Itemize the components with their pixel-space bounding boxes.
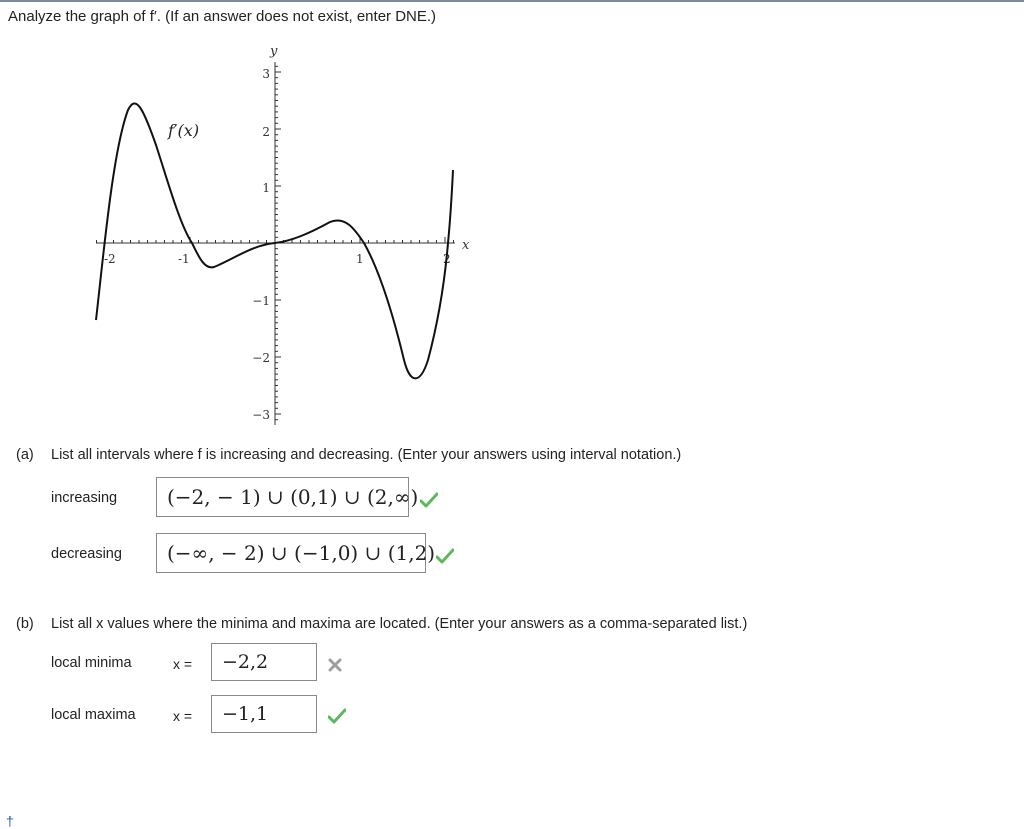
y-tick-label-1: 1 <box>262 181 270 195</box>
increasing-answer-value: (−2, − 1) ∪ (0,1) ∪ (2,∞) <box>167 485 419 509</box>
increasing-label: increasing <box>51 490 118 506</box>
minima-incorrect-x-icon <box>327 657 343 673</box>
local-minima-answer-field[interactable] <box>211 643 317 681</box>
curve-label: f′(x) <box>168 121 200 140</box>
footnote-dagger[interactable]: † <box>6 813 14 829</box>
x-tick-label-1: 1 <box>356 252 364 266</box>
y-tick-label-neg1: −1 <box>252 294 270 308</box>
y-axis-label: y <box>270 44 278 59</box>
decreasing-label: decreasing <box>51 546 122 562</box>
increasing-answer-field[interactable] <box>156 477 419 517</box>
decreasing-answer-value: (−∞, − 2) ∪ (−1,0) ∪ (1,2) <box>167 541 436 565</box>
y-tick-label-neg3: −3 <box>252 408 270 422</box>
local-maxima-answer-field[interactable] <box>211 695 317 733</box>
decreasing-answer-field[interactable] <box>156 533 436 573</box>
problem-prompt: Analyze the graph of f′. (If an answer does not exist, enter DNE.) <box>8 8 437 25</box>
y-tick-label-2: 2 <box>262 125 270 139</box>
part-b-label: (b) <box>16 616 34 632</box>
x-tick-label-2: 2 <box>443 252 451 266</box>
increasing-correct-check-icon <box>420 492 438 508</box>
y-tick-label-neg2: −2 <box>252 351 270 365</box>
local-minima-answer-value: −2,2 <box>222 651 269 673</box>
y-tick-label-3: 3 <box>262 67 270 81</box>
x-tick-label-neg2: -2 <box>104 252 116 266</box>
minima-x-equals: x = <box>173 656 193 672</box>
part-a-label: (a) <box>16 447 34 463</box>
x-axis-label: x <box>462 238 470 253</box>
local-maxima-answer-value: −1,1 <box>222 703 269 725</box>
decreasing-correct-check-icon <box>436 548 454 564</box>
maxima-x-equals: x = <box>173 708 193 724</box>
x-tick-label-neg1: -1 <box>178 252 190 266</box>
part-a-question: List all intervals where f is increasing and decreasing. (Enter your answers using interval notation.) <box>51 447 682 463</box>
local-maxima-label: local maxima <box>51 707 136 723</box>
local-minima-label: local minima <box>51 655 132 671</box>
part-b-question: List all x values where the minima and maxima are located. (Enter your answers as a comma-separated list.) <box>51 616 748 632</box>
maxima-correct-check-icon <box>328 708 346 724</box>
